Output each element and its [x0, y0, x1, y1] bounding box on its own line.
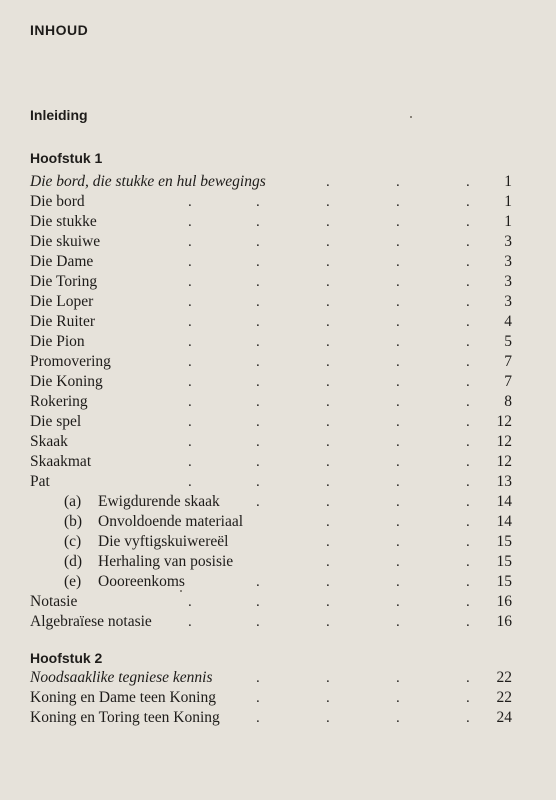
leader-dot: .: [188, 254, 192, 270]
toc-entry: [0, 572, 556, 592]
leader-dot: .: [256, 690, 260, 706]
leader-dot: .: [326, 534, 330, 550]
leader-dot: .: [396, 690, 400, 706]
toc-entry-page-number: 1: [504, 193, 512, 210]
leader-dot: .: [326, 514, 330, 530]
toc-entry: [0, 612, 556, 632]
toc-entry-page-number: 22: [496, 669, 512, 686]
leader-dot: .: [466, 670, 470, 686]
toc-entry: [0, 592, 556, 612]
leader-dot: .: [256, 594, 260, 610]
leader-dot: .: [188, 354, 192, 370]
leader-dot: .: [396, 534, 400, 550]
toc-entry-label: (c): [64, 533, 82, 550]
leader-dot: .: [326, 254, 330, 270]
toc-entry-title: Promovering: [30, 353, 111, 370]
leader-dot: .: [466, 294, 470, 310]
leader-dot: .: [256, 334, 260, 350]
toc-entry-title: Pat: [30, 473, 50, 490]
toc-entry-title: Die Loper: [30, 293, 94, 310]
toc-entry-title: Skaak: [30, 433, 68, 450]
leader-dot: .: [396, 194, 400, 210]
leader-dot: .: [396, 374, 400, 390]
toc-entry-page-number: 15: [496, 573, 512, 590]
chapter-2-entries: [0, 668, 556, 728]
leader-dot: .: [466, 374, 470, 390]
toc-entry: [0, 192, 556, 212]
leader-dot: .: [326, 374, 330, 390]
leader-dot: .: [326, 690, 330, 706]
toc-entry-page-number: 8: [504, 393, 512, 410]
leader-dot: .: [326, 494, 330, 510]
toc-entry-page-number: 1: [504, 213, 512, 230]
leader-dot: .: [256, 434, 260, 450]
leader-dot: .: [256, 354, 260, 370]
leader-dot: .: [466, 614, 470, 630]
leader-dot: .: [188, 414, 192, 430]
leader-dot: .: [466, 434, 470, 450]
toc-entry-title: Die spel: [30, 413, 82, 430]
toc-entry-title: Die bord: [30, 193, 85, 210]
toc-entry-title: Die Toring: [30, 273, 98, 290]
toc-entry: [0, 532, 556, 552]
toc-entry-page-number: 1: [504, 173, 512, 190]
leader-dot: .: [396, 594, 400, 610]
leader-dot: .: [326, 274, 330, 290]
leader-dot: .: [326, 474, 330, 490]
toc-entry: [0, 292, 556, 312]
toc-entry-title: Ewigdurende skaak: [98, 493, 220, 510]
paper-speck: [180, 590, 182, 592]
contents-heading: INHOUD: [30, 22, 89, 38]
toc-entry-title: Die skuiwe: [30, 233, 101, 250]
toc-entry-page-number: 15: [496, 553, 512, 570]
leader-dot: .: [188, 434, 192, 450]
toc-entry: [0, 332, 556, 352]
chapter-2-title: Hoofstuk 2: [30, 650, 103, 666]
toc-entry: [0, 252, 556, 272]
toc-entry-page-number: 15: [496, 533, 512, 550]
leader-dot: .: [256, 314, 260, 330]
leader-dot: .: [188, 614, 192, 630]
toc-entry-page-number: 24: [496, 709, 512, 726]
leader-dot: .: [256, 614, 260, 630]
toc-entry-title: Die bord, die stukke en hul bewegings: [30, 173, 266, 190]
toc-entry-label: (a): [64, 493, 82, 510]
toc-entry-page-number: 16: [496, 593, 512, 610]
leader-dot: .: [466, 234, 470, 250]
leader-dot: .: [466, 354, 470, 370]
toc-entry-title: Herhaling van posisie: [98, 553, 234, 570]
leader-dot: .: [326, 554, 330, 570]
toc-entry-page-number: 3: [504, 293, 512, 310]
toc-entry-page-number: 12: [496, 453, 512, 470]
toc-entry-title: Notasie: [30, 593, 78, 610]
leader-dot: .: [188, 294, 192, 310]
toc-entry-page-number: 22: [496, 689, 512, 706]
leader-dot: .: [256, 234, 260, 250]
toc-entry-title: Skaakmat: [30, 453, 92, 470]
toc-entry-page-number: 4: [504, 313, 512, 330]
leader-dot: .: [326, 434, 330, 450]
leader-dot: .: [396, 494, 400, 510]
leader-dot: .: [326, 334, 330, 350]
leader-dot: .: [396, 354, 400, 370]
leader-dot: .: [326, 194, 330, 210]
toc-entry-page-number: 12: [496, 413, 512, 430]
leader-dot: .: [466, 534, 470, 550]
toc-entry: [0, 212, 556, 232]
toc-entry: [0, 452, 556, 472]
leader-dot: .: [256, 194, 260, 210]
toc-entry-page-number: 12: [496, 433, 512, 450]
toc-entry-title: Die vyftigskuiwereël: [98, 533, 229, 550]
toc-entry: [0, 492, 556, 512]
leader-dot: .: [256, 710, 260, 726]
toc-entry-title: Oooreenkoms: [98, 573, 185, 590]
leader-dot: .: [396, 174, 400, 190]
chapter-1-title: Hoofstuk 1: [30, 150, 103, 166]
leader-dot: .: [466, 454, 470, 470]
leader-dot: .: [326, 574, 330, 590]
toc-entry-page-number: 14: [496, 493, 512, 510]
leader-dot: .: [326, 414, 330, 430]
toc-entry: [0, 392, 556, 412]
leader-dot: .: [326, 234, 330, 250]
leader-dot: .: [256, 670, 260, 686]
leader-dot: .: [188, 474, 192, 490]
leader-dot: .: [326, 174, 330, 190]
toc-entry-page-number: 14: [496, 513, 512, 530]
leader-dot: .: [466, 394, 470, 410]
leader-dot: .: [256, 374, 260, 390]
leader-dot: .: [326, 294, 330, 310]
leader-dot: .: [396, 414, 400, 430]
leader-dot: .: [188, 334, 192, 350]
toc-entry-page-number: 3: [504, 273, 512, 290]
leader-dot: .: [396, 670, 400, 686]
leader-dot: .: [396, 254, 400, 270]
paper-speck: [410, 116, 412, 118]
leader-dot: .: [466, 194, 470, 210]
leader-dot: .: [256, 254, 260, 270]
leader-dot: .: [396, 334, 400, 350]
leader-dot: .: [396, 614, 400, 630]
leader-dot: .: [326, 594, 330, 610]
leader-dot: .: [256, 574, 260, 590]
toc-entry-page-number: 7: [504, 373, 512, 390]
leader-dot: .: [256, 274, 260, 290]
toc-entry: [0, 272, 556, 292]
leader-dot: .: [466, 414, 470, 430]
toc-entry: [0, 668, 556, 688]
toc-entry-label: (e): [64, 573, 82, 590]
leader-dot: .: [256, 454, 260, 470]
introduction-entry: Inleiding: [30, 107, 88, 123]
leader-dot: .: [326, 710, 330, 726]
leader-dot: .: [466, 690, 470, 706]
toc-entry: [0, 352, 556, 372]
toc-entry: [0, 412, 556, 432]
leader-dot: .: [466, 314, 470, 330]
toc-entry-title: Algebraïese notasie: [30, 613, 152, 630]
leader-dot: .: [466, 474, 470, 490]
toc-entry: [0, 172, 556, 192]
toc-entry-title: Rokering: [30, 393, 88, 410]
toc-entry-title: Koning en Dame teen Koning: [30, 689, 216, 706]
leader-dot: .: [188, 214, 192, 230]
toc-entry: [0, 312, 556, 332]
toc-entry: [0, 472, 556, 492]
leader-dot: .: [466, 174, 470, 190]
leader-dot: .: [326, 214, 330, 230]
leader-dot: .: [466, 214, 470, 230]
toc-entry: [0, 372, 556, 392]
toc-entry-title: Noodsaaklike tegniese kennis: [30, 669, 213, 686]
leader-dot: .: [396, 554, 400, 570]
leader-dot: .: [396, 474, 400, 490]
leader-dot: .: [466, 554, 470, 570]
leader-dot: .: [188, 234, 192, 250]
leader-dot: .: [326, 454, 330, 470]
leader-dot: .: [326, 314, 330, 330]
leader-dot: .: [466, 494, 470, 510]
leader-dot: .: [396, 314, 400, 330]
leader-dot: .: [396, 214, 400, 230]
toc-entry-label: (b): [64, 513, 83, 530]
toc-entry: [0, 708, 556, 728]
leader-dot: .: [396, 434, 400, 450]
leader-dot: .: [466, 594, 470, 610]
leader-dot: .: [396, 710, 400, 726]
leader-dot: .: [396, 514, 400, 530]
leader-dot: .: [396, 234, 400, 250]
toc-entry: [0, 432, 556, 452]
toc-entry-title: Die Koning: [30, 373, 103, 390]
leader-dot: .: [466, 254, 470, 270]
leader-dot: .: [326, 394, 330, 410]
toc-entry-title: Die Pion: [30, 333, 85, 350]
leader-dot: .: [326, 614, 330, 630]
toc-entry-page-number: 3: [504, 233, 512, 250]
leader-dot: .: [466, 710, 470, 726]
toc-entry-page-number: 5: [504, 333, 512, 350]
leader-dot: .: [466, 514, 470, 530]
toc-entry-title: Die Ruiter: [30, 313, 95, 330]
toc-entry: [0, 512, 556, 532]
toc-entry-page-number: 3: [504, 253, 512, 270]
leader-dot: .: [188, 194, 192, 210]
toc-entry: [0, 688, 556, 708]
leader-dot: .: [396, 394, 400, 410]
toc-entry-page-number: 16: [496, 613, 512, 630]
leader-dot: .: [256, 214, 260, 230]
leader-dot: .: [466, 274, 470, 290]
leader-dot: .: [188, 314, 192, 330]
leader-dot: .: [256, 294, 260, 310]
leader-dot: .: [326, 354, 330, 370]
leader-dot: .: [188, 274, 192, 290]
leader-dot: .: [466, 574, 470, 590]
toc-entry-title: Onvoldoende materiaal: [98, 513, 244, 530]
toc-entry-page-number: 13: [496, 473, 512, 490]
toc-entry-page-number: 7: [504, 353, 512, 370]
leader-dot: .: [396, 294, 400, 310]
leader-dot: .: [256, 474, 260, 490]
leader-dot: .: [466, 334, 470, 350]
toc-entry-title: Die Dame: [30, 253, 94, 270]
leader-dot: .: [256, 494, 260, 510]
toc-entry-title: Die stukke: [30, 213, 97, 230]
leader-dot: .: [256, 394, 260, 410]
leader-dot: .: [326, 670, 330, 686]
leader-dot: .: [396, 454, 400, 470]
toc-entry: [0, 552, 556, 572]
leader-dot: .: [188, 394, 192, 410]
leader-dot: .: [188, 374, 192, 390]
leader-dot: .: [396, 574, 400, 590]
toc-entry-label: (d): [64, 553, 83, 570]
toc-entry: [0, 232, 556, 252]
leader-dot: .: [188, 454, 192, 470]
toc-entry-title: Koning en Toring teen Koning: [30, 709, 220, 726]
chapter-1-entries: [0, 172, 556, 632]
leader-dot: .: [256, 414, 260, 430]
leader-dot: .: [188, 594, 192, 610]
leader-dot: .: [396, 274, 400, 290]
